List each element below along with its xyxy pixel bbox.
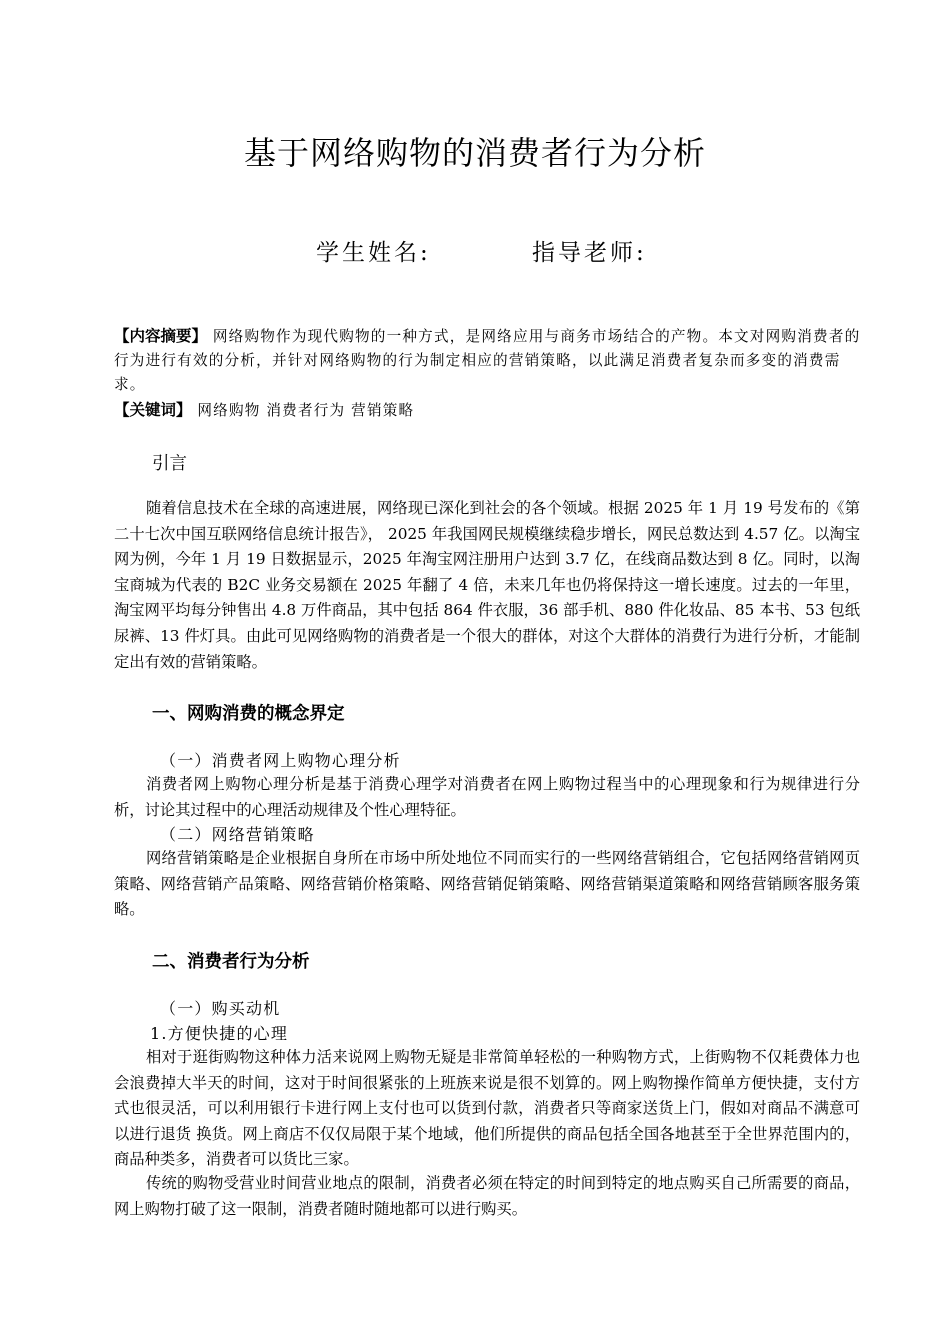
keywords-tag: 【关键词】 [114,401,192,419]
section-2-paragraph-2: 传统的购物受营业时间营业地点的限制，消费者必须在特定的时间到特定的地点购买自己所需要的商品，网上购物打破了这一限制，消费者随时随地都可以进行购买。 [114,1174,860,1218]
abstract-text: 网络购物作为现代购物的一种方式，是网络应用与商务市场结合的产物。本文对网购消费者的行为进行有效的分析，并针对网络购物的行为制定相应的营销策略，以此满足消费者复杂而多变的消费需求。 [114,328,861,393]
section-2-paragraph-1: 相对于逛街购物这种体力活来说网上购物无疑是非常简单轻松的一种购物方式，上街购物不仅耗费体力也会浪费掉大半天的时间，这对于时间很紧张的上班族来说是很不划算的。网上购物操作简单方便快捷，支付方式也很灵活，可以利用银行卡进行网上支付也可以货到付款，消费者只等商家送货上门，假如对商品不满意可以进行退货 换货。网上商店不仅仅局限于某个地域，他们所提供的商品包括全国各地甚至于全世界范围内的，商品种类多，消费者可以货比三家。 [114,1048,860,1169]
section-1-sub-2-paragraph: 网络营销策略是企业根据自身所在市场中所处地位不同而实行的一些网络营销组合，它包括网络营销网页策略、网络营销产品策略、网络营销价格策略、网络营销促销策略、网络营销渠道策略和网络营销顾客服务策略。 [114,849,860,919]
section-1-sub-1-paragraph: 消费者网上购物心理分析是基于消费心理学对消费者在网上购物过程当中的心理现象和行为规律进行分析，讨论其过程中的心理活动规律及个性心理特征。 [114,775,860,819]
document-title: 基于网络购物的消费者行为分析 [243,134,706,172]
section-1-sub-1-heading: （一）消费者网上购物心理分析 [160,751,401,770]
intro-paragraph: 随着信息技术在全球的高速进展，网络现已深化到社会的各个领域。根据 2025 年 1 月 19 号发布的《第二十七次中国互联网络信息统计报告》， 2025 年我国网民规模继续稳步增长，网民总数达到 4.57 亿。以淘宝网为例，今年 1 月 19 日数据显示，2025 年淘宝网注册用户达到 3.7 亿，在线商品数达到 8 亿。同时，以淘宝商城为代表的 B2C 业务交易额在 2025 年翻了 4 倍，未来几年也仍将保持这一增长速度。过去的一年里，淘宝网平均每分钟售出 4.8 万件商品，其中包括 864 件衣服，36 部手机、880 件化妆品、85 本书、53 包纸尿裤、13 件灯具。由此可见网络购物的消费者是一个很大的群体，对这个大群体的消费行为进行分析，才能制定出有效的营销策略。 [114,499,861,671]
section-1-sub-2-heading: （二）网络营销策略 [160,825,315,844]
section-2-heading: 二、消费者行为分析 [152,952,310,972]
abstract-tag: 【内容摘要】 [114,327,208,345]
section-2-sub-1-heading: （一）购买动机 [160,999,281,1018]
advisor-label: 指导老师: [532,240,647,266]
section-1-heading: 一、网购消费的概念界定 [152,704,345,724]
section-2-item-1-heading: 1.方便快捷的心理 [150,1024,289,1043]
student-name-label: 学生姓名: [316,240,431,266]
abstract [114,324,864,397]
keywords [114,398,864,423]
keywords-text: 网络购物 消费者行为 营销策略 [191,402,415,419]
intro-heading: 引言 [152,454,187,474]
